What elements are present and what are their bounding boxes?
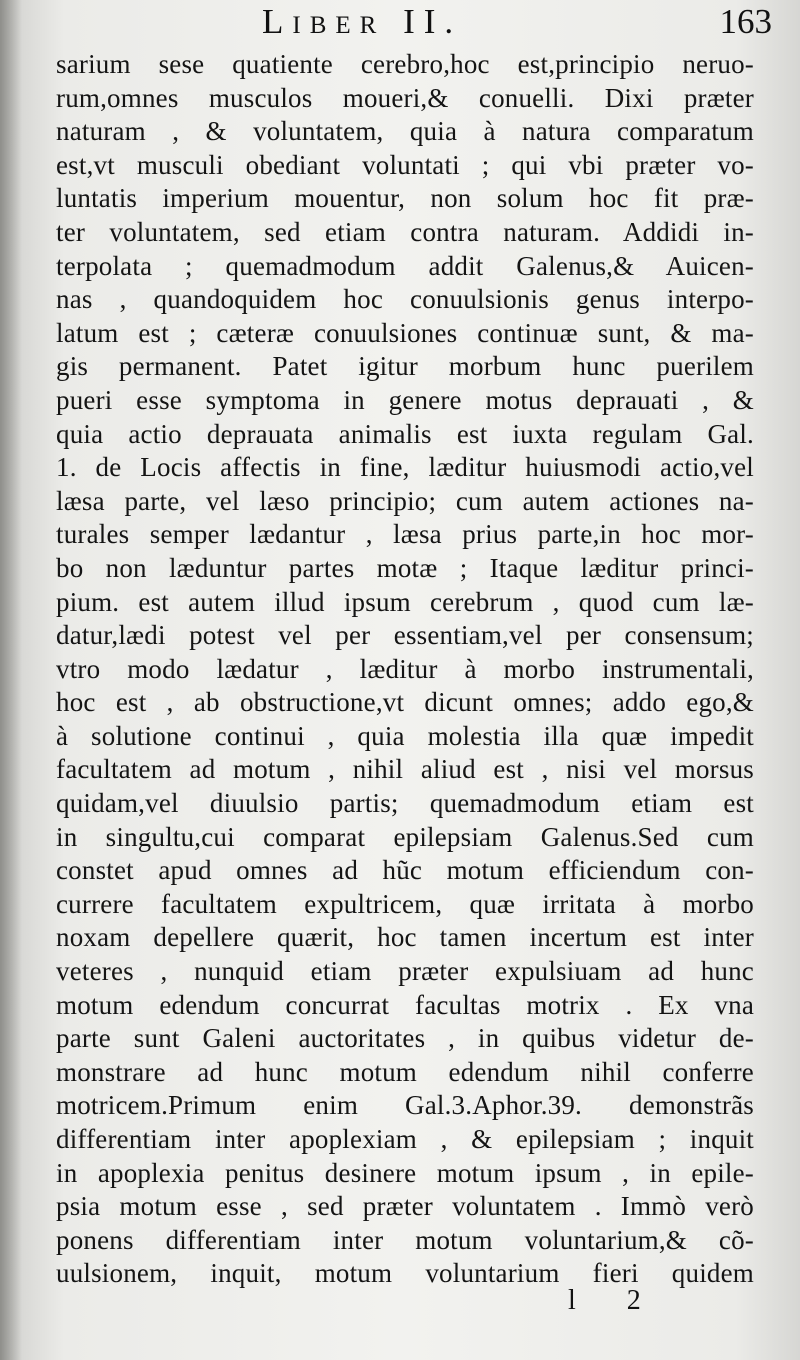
text-line: motricem.Primum enim Gal.3.Aphor.39. demonstrãs [56, 1090, 754, 1121]
text-line: quidam,vel diuulsio partis; quemadmodum etiam est [56, 788, 754, 819]
running-title: Liber II. [262, 2, 463, 41]
text-line: vtro modo lædatur , læditur à morbo instrumentali, [56, 653, 754, 684]
text-line: psia motum esse , sed præter voluntatem . Immò verò [56, 1191, 754, 1222]
text-line: pueri esse symptoma in genere motus deprauati , & [56, 384, 754, 415]
text-line: rum,omnes musculos moueri,& conuelli. Dixi præter [56, 82, 754, 113]
text-line: naturam , & voluntatem, quia à natura comparatum [56, 116, 754, 147]
text-line: bo non læduntur partes motæ ; Itaque læditur princi- [56, 552, 754, 583]
text-line: luntatis imperium mouentur, non solum hoc fit præ- [56, 183, 754, 214]
text-line: quia actio deprauata animalis est iuxta regulam Gal. [56, 418, 754, 449]
text-line: læsa parte, vel læso principio; cum autem actiones na- [56, 485, 754, 516]
text-line: noxam depellere quærit, hoc tamen incertum est inter [56, 922, 754, 953]
text-line: nas , quandoquidem hoc conuulsionis genus interpo- [56, 284, 754, 315]
text-line: in singultu,cui comparat epilepsiam Galenus.Sed cum [56, 821, 754, 852]
page-header [0, 0, 800, 48]
page-number: 163 [719, 2, 772, 41]
text-line: in apoplexia penitus desinere motum ipsum , in epile- [56, 1157, 754, 1188]
text-line: terpolata ; quemadmodum addit Galenus,& Auicen- [56, 250, 754, 281]
text-line: 1. de Locis affectis in fine, læditur huiusmodi actio,vel [56, 452, 754, 483]
text-line: monstrare ad hunc motum edendum nihil conferre [56, 1056, 754, 1087]
text-line: ponens differentiam inter motum voluntarium,& cõ- [56, 1224, 754, 1255]
text-line: turales semper lædantur , læsa prius parte,in hoc mor- [56, 519, 754, 550]
text-line: est,vt musculi obediant voluntati ; qui vbi præter vo- [56, 149, 754, 180]
text-line: facultatem ad motum , nihil aliud est , nisi vel morsus [56, 754, 754, 785]
text-line: constet apud omnes ad hũc motum efficiendum con- [56, 855, 754, 886]
text-line: pium. est autem illud ipsum cerebrum , quod cum læ- [56, 586, 754, 617]
text-line: motum edendum concurrat facultas motrix . Ex vna [56, 989, 754, 1020]
text-line: currere facultatem expultricem, quæ irritata à morbo [56, 888, 754, 919]
text-line: gis permanent. Patet igitur morbum hunc puerilem [56, 351, 754, 382]
text-line: hoc est , ab obstructione,vt dicunt omnes; addo ego,& [56, 687, 754, 718]
text-line: veteres , nunquid etiam præter expulsiuam ad hunc [56, 956, 754, 987]
text-line: à solutione continui , quia molestia illa quæ impedit [56, 720, 754, 751]
text-line: parte sunt Galeni auctoritates , in quibus videtur de- [56, 1023, 754, 1054]
body-text [56, 48, 754, 1291]
text-line: ter voluntatem, sed etiam contra naturam. Addidi in- [56, 216, 754, 247]
text-line: latum est ; cæteræ conuulsiones continuæ sunt, & ma- [56, 317, 754, 348]
signature-mark: l 2 [568, 1285, 663, 1316]
text-line: datur,lædi potest vel per essentiam,vel per consensum; [56, 620, 754, 651]
text-line: differentiam inter apoplexiam , & epilepsiam ; inquit [56, 1124, 754, 1154]
text-line: uulsionem, inquit, motum voluntarium fieri quidem [56, 1258, 754, 1289]
text-line: sarium sese quatiente cerebro,hoc est,principio neruo- [56, 49, 754, 79]
